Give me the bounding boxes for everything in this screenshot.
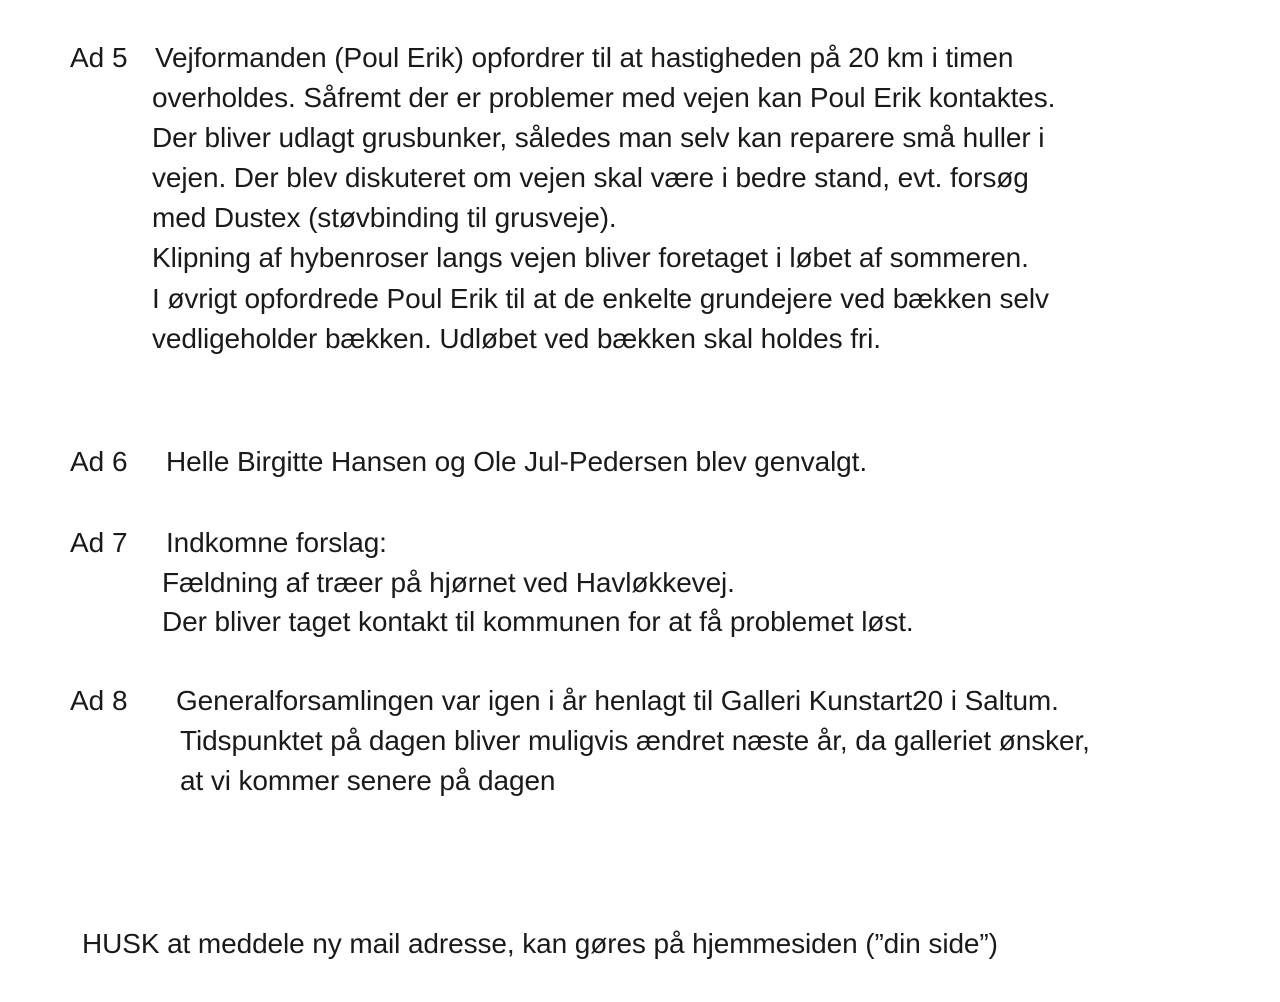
item-ad5-line-7: I øvrigt opfordrede Poul Erik til at de enkelte grundejere ved bækken selv bbox=[152, 283, 1049, 314]
item-label-ad7: Ad 7 bbox=[70, 527, 128, 558]
item-ad8-line-1: Generalforsamlingen var igen i år henlagt til Galleri Kunstart20 i Saltum. bbox=[176, 685, 1059, 716]
item-label-ad8: Ad 8 bbox=[70, 685, 128, 716]
item-label-ad6: Ad 6 bbox=[70, 446, 128, 477]
item-ad5-line-8: vedligeholder bækken. Udløbet ved bækken skal holdes fri. bbox=[152, 323, 881, 354]
item-ad7-line-3: Der bliver taget kontakt til kommunen for at få problemet løst. bbox=[162, 606, 914, 637]
item-ad8-line-2: Tidspunktet på dagen bliver muligvis ændret næste år, da galleriet ønsker, bbox=[180, 725, 1090, 756]
item-ad7-line-1: Indkomne forslag: bbox=[166, 527, 387, 558]
item-ad5-line-5: med Dustex (støvbinding til grusveje). bbox=[152, 202, 617, 233]
item-ad5-line-1: Vejformanden (Poul Erik) opfordrer til at hastigheden på 20 km i timen bbox=[155, 42, 1014, 73]
item-ad7-line-2: Fældning af træer på hjørnet ved Havløkkevej. bbox=[162, 567, 735, 598]
footer-reminder: HUSK at meddele ny mail adresse, kan gøres på hjemmesiden (”din side”) bbox=[82, 928, 998, 959]
item-label-ad5: Ad 5 bbox=[70, 42, 128, 73]
item-ad5-line-2: overholdes. Såfremt der er problemer med vejen kan Poul Erik kontaktes. bbox=[152, 82, 1056, 113]
item-ad8-line-3: at vi kommer senere på dagen bbox=[180, 765, 556, 796]
item-ad5-line-4: vejen. Der blev diskuteret om vejen skal være i bedre stand, evt. forsøg bbox=[152, 162, 1029, 193]
item-ad5-line-6: Klipning af hybenroser langs vejen bliver foretaget i løbet af sommeren. bbox=[152, 242, 1029, 273]
item-ad6-line-1: Helle Birgitte Hansen og Ole Jul-Pedersen blev genvalgt. bbox=[166, 446, 868, 477]
item-ad5-line-3: Der bliver udlagt grusbunker, således man selv kan reparere små huller i bbox=[152, 122, 1045, 153]
